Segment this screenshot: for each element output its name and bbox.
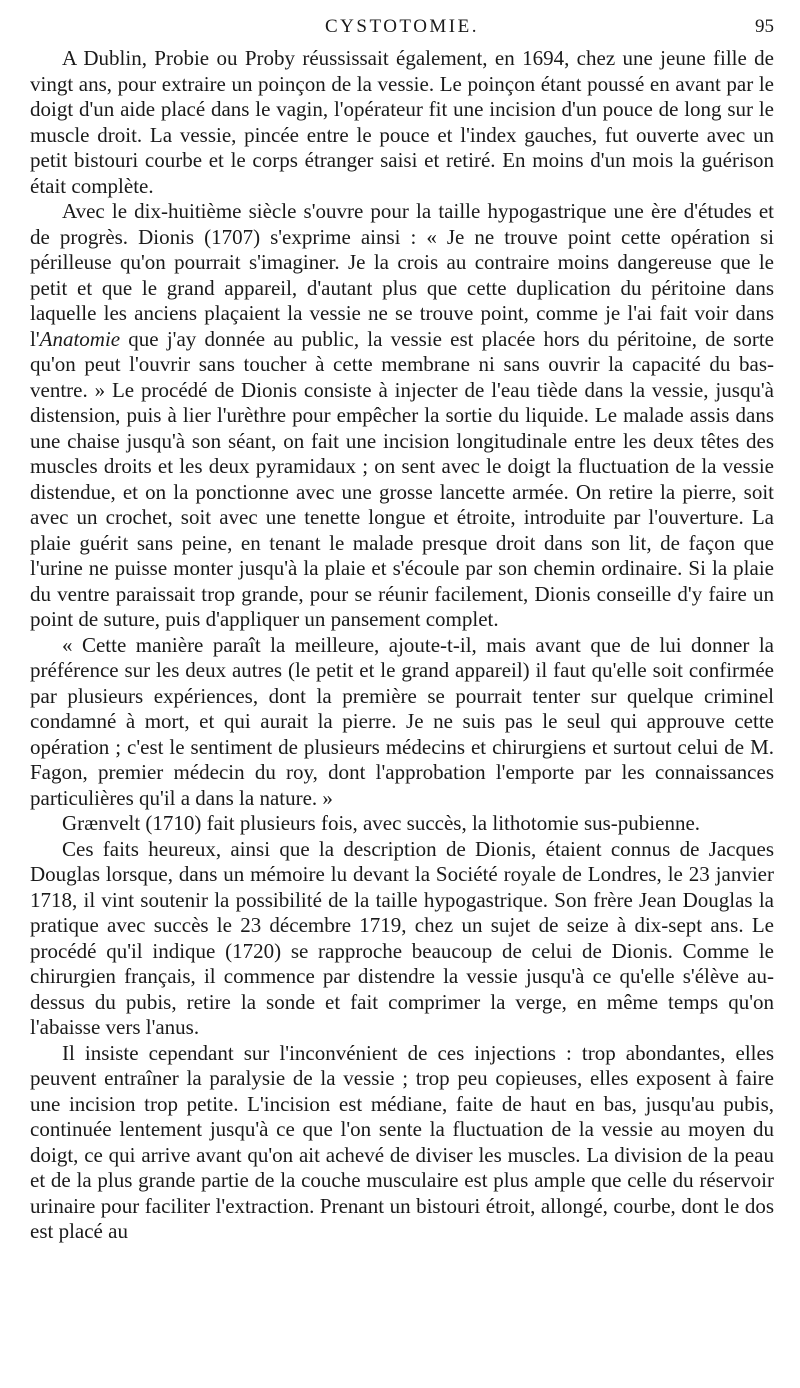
paragraph-injections: Il insiste cependant sur l'inconvénient de ces injections : trop abondantes, elles peuvent entraîner la paralysie de la vessie ; trop peu copieuses, elles exposent à faire une incision trop petite. L'incision est médiane, faite de haut en bas, jusqu'au pubis, continuée lentement jusqu'à ce que l'on sente la fluctuation de la vessie au moyen du doigt, ce qui arrive avant qu'on ait achevé de diviser les muscles. La division de la peau et de la plus grande partie de la couche musculaire est plus ample que celle du réservoir urinaire pour faciliter l'extraction. Prenant un bistouri étroit, allongé, courbe, dont le dos est placé au — [30, 1040, 774, 1243]
paragraph-dionis-quote: « Cette manière paraît la meilleure, ajoute-t-il, mais avant que de lui donner la préférence sur les deux autres (le petit et le grand appareil) il faut qu'elle soit confirmée par plusieurs expériences, dont la première se pourrait tenter sur quelque criminel condamné à mort, et qui aurait la pierre. Je ne suis pas le seul qui approuve cette opération ; c'est le sentiment de plusieurs médecins et chirurgiens et surtout celui de M. Fagon, premier médecin du roy, dont l'approbation l'emporte par les connaissances particulières qu'il a dans la nature. » — [30, 632, 774, 810]
body-text — [30, 46, 774, 1245]
paragraph-text: que j'ay donnée au public, la vessie est placée hors du péritoine, de sorte qu'on peut l'ouvrir sans toucher à cette membrane ni sans ouvrir la capacité du bas-ventre. » Le procédé de Dionis consiste à injecter de l'eau tiède dans la vessie, jusqu'à distension, puis à lier l'urèthre pour empêcher la sortie du liquide. Le malade assis dans une chaise jusqu'à son séant, on fait une incision longitudinale entre les deux têtes des muscles droits et les deux pyramidaux ; on sent avec le doigt la fluctuation de la vessie distendue, et on la ponctionne avec une grosse lancette armée. On retire la pierre, soit avec un crochet, soit avec une tenette longue et étroite, introduite par l'ouverture. La plaie guérit sans peine, en tenant le malade presque droit dans son lit, de façon que l'urine ne puisse monter jusqu'à la plaie et s'écoule par son chemin ordinaire. Si la plaie du ventre paraissait trop grande, pour se réunir facilement, Dionis conseille d'y faire un point de suture, puis d'appliquer un pansement complet. — [30, 326, 774, 631]
running-title: CYSTOTOMIE. — [324, 16, 479, 37]
running-head — [30, 0, 774, 46]
paragraph-graenvelt: Grænvelt (1710) fait plusieurs fois, avec succès, la lithotomie sus-pubienne. — [62, 811, 701, 835]
page-number: 95 — [755, 16, 774, 37]
book-page — [30, 0, 774, 1388]
paragraph-dublin-case: A Dublin, Probie ou Proby réussissait également, en 1694, chez une jeune fille de vingt ans, pour extraire un poinçon de la vessie. Le poinçon étant poussé en avant par le doigt d'un aide placé dans le vagin, l'opérateur fit une incision d'un pouce de long sur le muscle droit. La vessie, pincée entre le pouce et l'index gauches, fut ouverte avec un petit bistouri courbe et le corps étranger saisi et retiré. En moins d'un mois la guérison était complète. — [30, 46, 774, 198]
paragraph-douglas: Ces faits heureux, ainsi que la description de Dionis, étaient connus de Jacques Douglas lorsque, dans un mémoire lu devant la Société royale de Londres, le 23 janvier 1718, il vint soutenir la possibilité de la taille hypogastrique. Son frère Jean Douglas la pratique avec succès le 23 décembre 1719, chez un sujet de seize à dix-sept ans. Le procédé qu'il indique (1720) se rapproche beaucoup de celui de Dionis. Comme le chirurgien français, il commence par distendre la vessie jusqu'à ce qu'elle s'élève au-dessus du pubis, retire la sonde et fait comprimer la verge, en même temps qu'on l'abaisse vers l'anus. — [30, 836, 774, 1039]
paragraph-text: Avec le dix-huitième siècle s'ouvre pour la taille hypogastrique une ère d'études et de progrès. Dionis (1707) s'exprime ainsi : « Je ne trouve point cette opération si périlleuse qu'on pourrait s'imaginer. Je la crois au contraire moins dangereuse que le petit et que le grand appareil, d'autant plus que cette duplication du péritoine dans laquelle les anciens plaçaient la vessie ne se trouve point, comme je l'ai fait voir dans l' — [30, 199, 774, 351]
paragraph-dionis-procedure — [30, 199, 774, 633]
book-title-anatomie: Anatomie — [39, 326, 121, 351]
